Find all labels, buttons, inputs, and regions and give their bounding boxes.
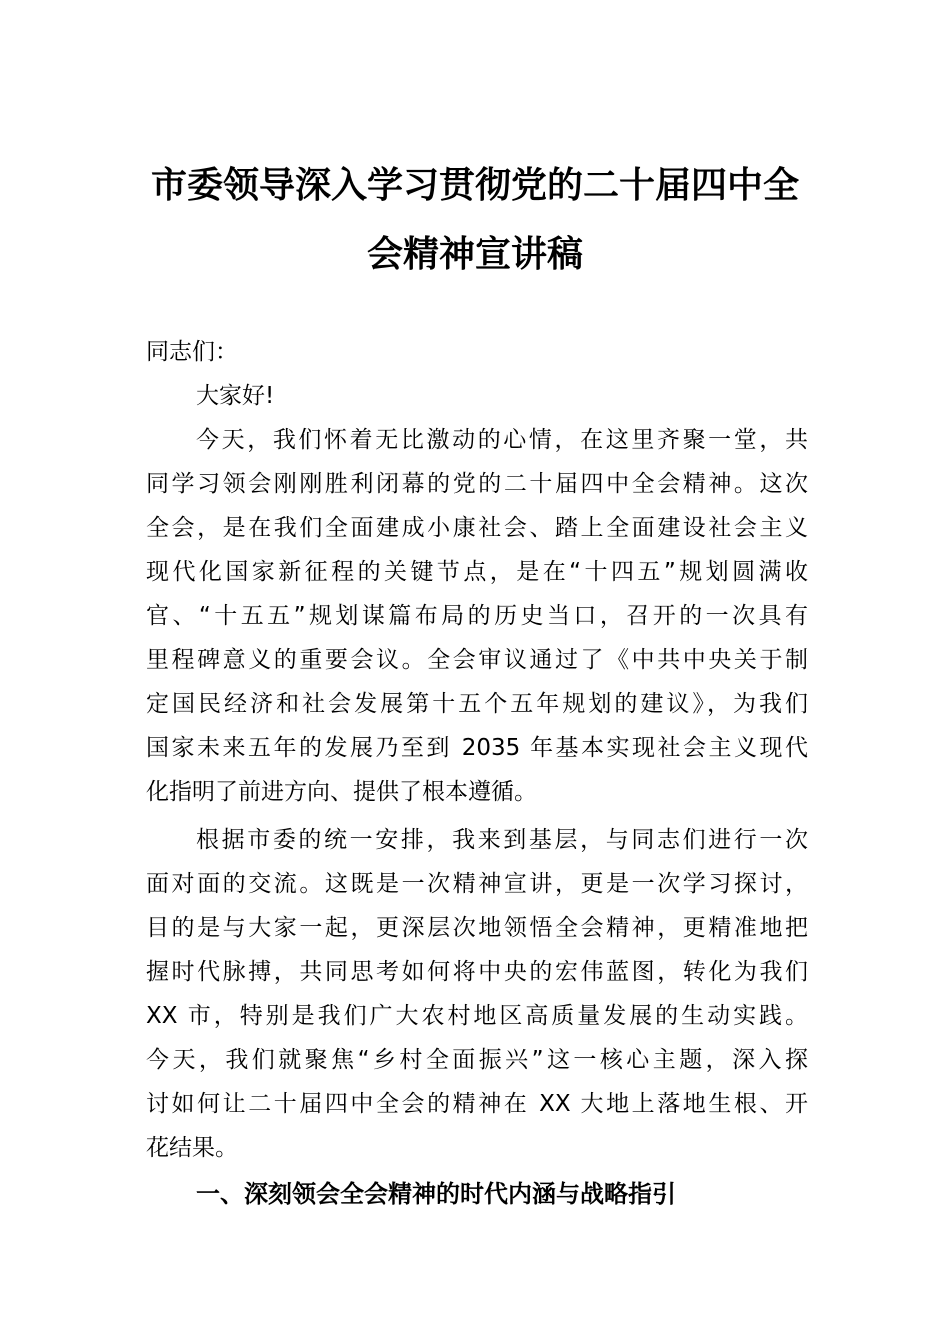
paragraph-line: 全会，是在我们全面建成小康社会、踏上全面建设社会主义 [146,515,808,541]
paragraph-line: 讨如何让二十届四中全会的精神在 XX 大地上落地生根、开 [146,1091,808,1117]
greeting: 大家好! [196,383,275,409]
paragraph-line: 化指明了前进方向、提供了根本遵循。 [146,779,537,805]
paragraph-line: 国家未来五年的发展乃至到 2035 年基本实现社会主义现代 [146,735,808,761]
section-heading: 一、深刻领会全会精神的时代内涵与战略指引 [196,1180,676,1208]
document-title-line-1: 市委领导深入学习贯彻党的二十届四中全 [150,164,799,206]
paragraph-line: 花结果。 [146,1135,238,1161]
paragraph-line: 根据市委的统一安排，我来到基层，与同志们进行一次 [196,827,808,853]
document-title-line-2: 会精神宣讲稿 [366,233,583,275]
paragraph-line: 同学习领会刚刚胜利闭幕的党的二十届四中全会精神。这次 [146,471,808,497]
paragraph-line: 今天，我们就聚焦“乡村全面振兴”这一核心主题，深入探 [146,1047,808,1073]
paragraph-line: 今天，我们怀着无比激动的心情，在这里齐聚一堂，共 [196,427,808,453]
paragraph-line: 目的是与大家一起，更深层次地领悟全会精神，更精准地把 [146,915,808,941]
paragraph-line: 定国民经济和社会发展第十五个五年规划的建议》，为我们 [146,691,808,717]
paragraph-line: 里程碑意义的重要会议。全会审议通过了《中共中央关于制 [146,647,808,673]
paragraph-line: 现代化国家新征程的关键节点，是在“十四五”规划圆满收 [146,559,808,585]
paragraph-line: XX 市，特别是我们广大农村地区高质量发展的生动实践。 [146,1003,808,1029]
salutation: 同志们： [146,339,238,365]
paragraph-line: 面对面的交流。这既是一次精神宣讲，更是一次学习探讨， [146,871,808,897]
paragraph-line: 握时代脉搏，共同思考如何将中央的宏伟蓝图，转化为我们 [146,959,808,985]
paragraph-line: 官、“十五五”规划谋篇布局的历史当口，召开的一次具有 [146,603,808,629]
